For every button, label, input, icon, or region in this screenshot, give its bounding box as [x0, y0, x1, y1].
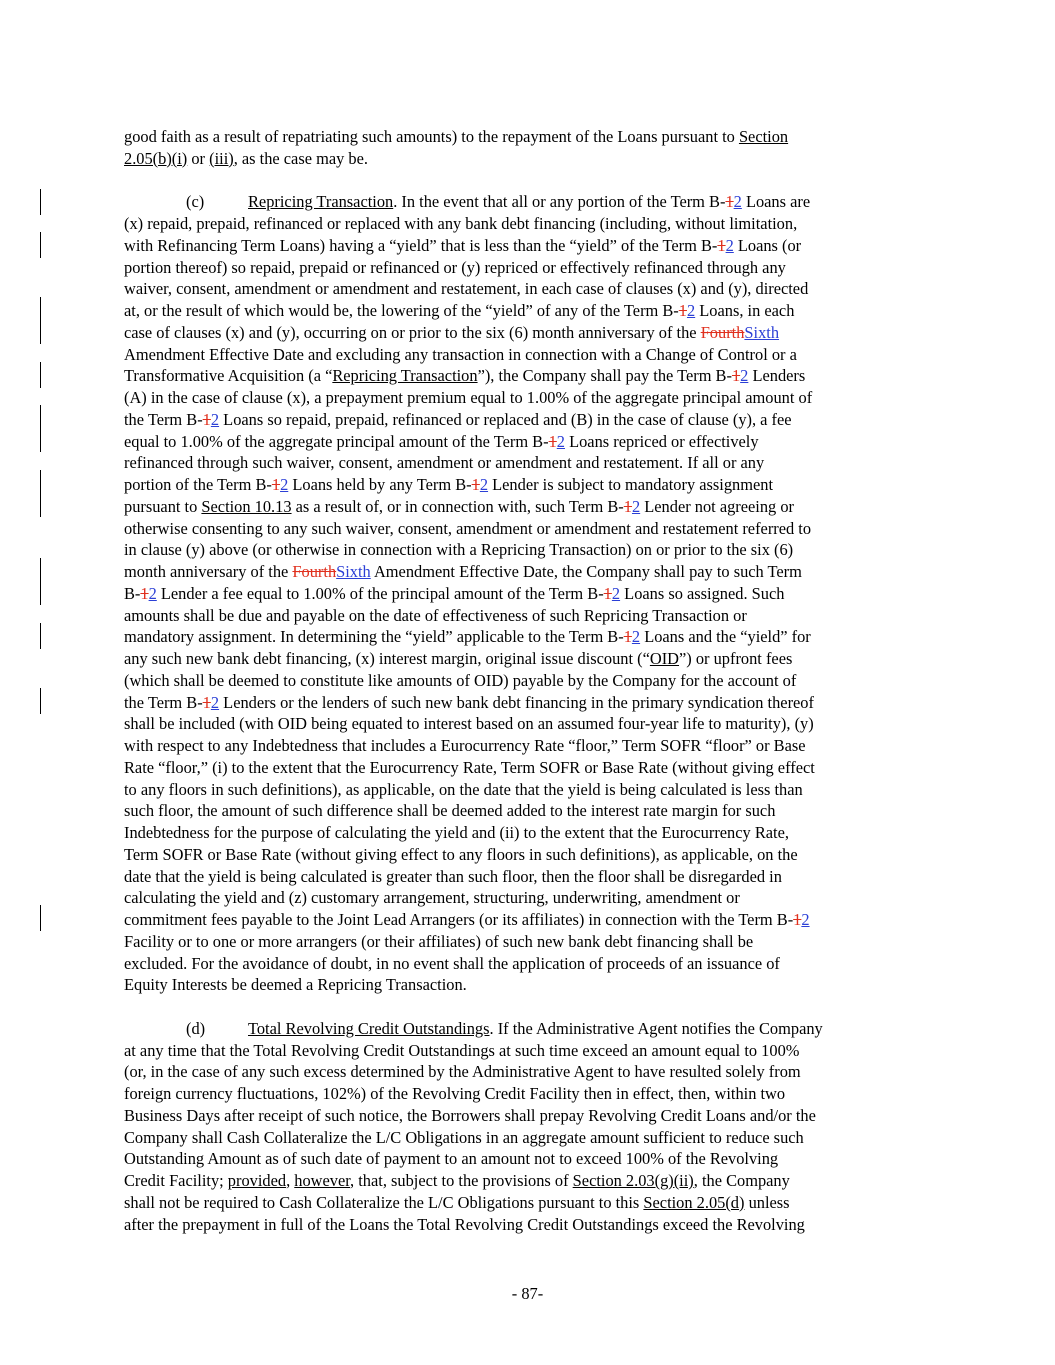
change-bar	[40, 688, 41, 714]
para-c-line: equal to 1.00% of the aggregate principal amount of the Term B-12 Loans repriced or effectively	[124, 431, 759, 451]
inserted-text: 2	[148, 583, 157, 603]
body-text	[124, 126, 932, 1235]
inserted-text: 2	[733, 192, 742, 212]
para-c-line: at, or the result of which would be, the lowering of the “yield” of any of the Term B-12 Loans, in each	[124, 301, 795, 320]
inserted-text: 2	[801, 910, 810, 929]
para-d-line: Credit Facility; provided, however, that, subject to the provisions of Section 2.03(g)(ii), the Company	[124, 1171, 790, 1190]
para-c-line: Facility or to one or more arrangers (or their affiliates) of such new bank debt financing shall be	[124, 931, 754, 951]
para-c-line: excluded. For the avoidance of doubt, in no event shall the application of proceeds of an issuance of	[124, 953, 780, 973]
para-c-line: case of clauses (x) and (y), occurring on or prior to the six (6) month anniversary of the FourthSixth	[124, 322, 780, 342]
deleted-text: 1	[202, 409, 211, 429]
provided-term: provided	[227, 1171, 287, 1190]
deleted-text: 1	[202, 692, 211, 712]
inserted-text: 2	[479, 475, 489, 494]
para-c-line: Indebtedness for the purpose of calculating the yield and (ii) to the extent that the Eurocurrency Rate,	[124, 823, 789, 842]
defined-term: Repricing Transaction	[332, 366, 478, 386]
para-c-line: the Term B-12 Lenders or the lenders of such new bank debt financing in the primary syndication thereof	[124, 692, 814, 712]
para-c-line: commitment fees payable to the Joint Lead Arrangers (or its affiliates) in connection with the Term B-12	[124, 910, 810, 929]
inserted-text: 2	[210, 692, 220, 712]
inserted-text: 2	[210, 409, 220, 429]
para-c-line: portion thereof) so repaid, prepaid or refinanced or (y) repriced or effectively refinanced through any	[124, 257, 786, 277]
section-reference: Section 2.05(d)	[643, 1192, 745, 1212]
para-d-line: at any time that the Total Revolving Credit Outstandings at such time exceed an amount equal to 100%	[124, 1040, 800, 1060]
deleted-text: Fourth	[700, 322, 745, 342]
para-c-line: any such new bank debt financing, (x) interest margin, original issue discount (“OID”) or upfront fees	[124, 649, 793, 668]
change-bar	[40, 558, 41, 605]
inserted-text: Sixth	[744, 322, 780, 342]
para-d-label: (d)	[186, 1018, 206, 1038]
page-number: - 87-	[511, 1284, 544, 1303]
section-reference: 2.05(b)(i)	[124, 148, 188, 168]
inserted-text: Sixth	[336, 562, 371, 581]
change-bar	[40, 362, 41, 388]
inserted-text: 2	[611, 583, 621, 603]
change-bar	[40, 189, 41, 215]
change-bar	[40, 623, 41, 649]
deleted-text: 1	[548, 431, 557, 451]
deleted-text: 1	[623, 496, 632, 516]
para-c-line: mandatory assignment. In determining the “yield” applicable to the Term B-12 Loans and the “yield” for	[124, 627, 811, 647]
para-c-line: to any floors in such definitions), as applicable, on the date that the yield is being calculated is less than	[124, 779, 803, 799]
inserted-text: 2	[686, 301, 696, 320]
change-bar	[40, 905, 41, 931]
inserted-text: 2	[631, 496, 641, 516]
para-d-line: foreign currency fluctuations, 102%) of the Revolving Credit Facility then in effect, then, within two	[124, 1084, 786, 1103]
section-reference: (iii)	[209, 148, 234, 168]
para-d-line: after the prepayment in full of the Loans the Total Revolving Credit Outstandings exceed the Revolving	[124, 1214, 805, 1234]
para-c-line: waiver, consent, amendment or amendment and restatement, in each case of clauses (x) and (y), directed	[124, 279, 809, 299]
para-c-heading: Repricing Transaction	[248, 192, 394, 212]
para-c-line: refinanced through such waiver, consent, amendment or amendment and restatement. If all or any	[124, 453, 765, 473]
deleted-text: 1	[731, 366, 741, 386]
deleted-text: 1	[471, 475, 480, 494]
inserted-text: 2	[556, 431, 565, 451]
para-c-line: Rate “floor,” (i) to the extent that the Eurocurrency Rate, Term SOFR or Base Rate (without giving effect	[124, 757, 815, 777]
para-c-line: (x) repaid, prepaid, refinanced or replaced with any bank debt financing (including, without limitation,	[124, 214, 798, 233]
however-term: however	[294, 1171, 351, 1190]
text-line: good faith as a result of repatriating such amounts) to the repayment of the Loans pursuant to Section	[124, 127, 789, 146]
change-bar	[40, 405, 41, 452]
para-c-line: portion of the Term B-12 Loans held by any Term B-12 Lender is subject to mandatory assignment	[124, 475, 773, 494]
inserted-text: 2	[725, 235, 734, 255]
para-c-line: (c) Repricing Transaction. In the event that all or any portion of the Term B-12 Loans are	[186, 192, 811, 212]
deleted-text: 1	[725, 192, 734, 212]
para-d-line: (or, in the case of any such excess determined by the Administrative Agent to have resulted solely from	[124, 1062, 801, 1082]
para-c-line: shall be included (with OID being equated to interest based on an assumed four-year life to maturity), (y)	[124, 714, 814, 734]
para-c-line: Transformative Acquisition (a “Repricing Transaction”), the Company shall pay the Term B-12 Lenders	[124, 366, 806, 386]
change-bar	[40, 470, 41, 517]
para-d-heading: Total Revolving Credit Outstandings	[248, 1018, 490, 1038]
para-c-line: Amendment Effective Date and excluding any transaction in connection with a Change of Control or a	[124, 344, 797, 364]
para-c-line: B-12 Lender a fee equal to 1.00% of the principal amount of the Term B-12 Loans so assigned. Such	[124, 583, 785, 603]
defined-term: OID	[649, 649, 680, 668]
deleted-text: 1	[603, 583, 612, 603]
para-c-line: Equity Interests be deemed a Repricing Transaction.	[124, 975, 467, 995]
inserted-text: 2	[280, 475, 289, 494]
para-c-line: (which shall be deemed to constitute like amounts of OID) payable by the Company for the account of	[124, 670, 797, 690]
deleted-text: 1	[271, 475, 281, 494]
para-c-line: the Term B-12 Loans so repaid, prepaid, refinanced or replaced and (B) in the case of clause (y), a fee	[124, 409, 792, 429]
para-c-line: calculating the yield and (z) customary arrangement, structuring, underwriting, amendment or	[124, 888, 740, 908]
para-d-line: shall not be required to Cash Collateralize the L/C Obligations pursuant to this Section 2.05(d) unless	[124, 1192, 790, 1212]
para-c-line: pursuant to Section 10.13 as a result of, or in connection with, such Term B-12 Lender not agreeing or	[124, 496, 794, 516]
text-line: 2.05(b)(i) or (iii), as the case may be.	[124, 148, 368, 168]
section-reference: Section 2.03(g)(ii)	[572, 1171, 694, 1190]
deleted-text: 1	[678, 301, 687, 320]
inserted-text: 2	[740, 366, 749, 386]
para-c-line: otherwise consenting to any such waiver, consent, amendment or amendment and restatement referred to	[124, 518, 812, 538]
para-c-line: in clause (y) above (or otherwise in connection with a Repricing Transaction) on or prior to the six (6)	[124, 540, 794, 560]
deleted-text: 1	[623, 627, 632, 647]
section-reference: Section 10.13	[201, 496, 292, 516]
deleted-text: 1	[717, 235, 726, 255]
inserted-text: 2	[631, 627, 641, 647]
deleted-text: Fourth	[292, 562, 337, 581]
para-d-line: Business Days after receipt of such notice, the Borrowers shall prepay Revolving Credit Loans and/or the	[124, 1105, 816, 1125]
para-c-line: date that the yield is being calculated is greater than such floor, then the floor shall be disregarded in	[124, 866, 782, 886]
deleted-text: 1	[140, 583, 149, 603]
section-reference: Section	[738, 127, 789, 146]
deleted-text: 1	[793, 910, 802, 929]
para-c-line: Term SOFR or Base Rate (without giving effect to any floors in such definitions), as applicable, on the	[124, 844, 798, 864]
para-d-line: Company shall Cash Collateralize the L/C Obligations in an aggregate amount sufficient to reduce such	[124, 1127, 804, 1147]
para-d-line: (d) Total Revolving Credit Outstandings. If the Administrative Agent notifies the Company	[186, 1018, 823, 1038]
para-d-line: Outstanding Amount as of such date of payment to an amount not to exceed 100% of the Revolving	[124, 1149, 779, 1169]
para-c-line: such floor, the amount of such difference shall be deemed added to the interest rate margin for such	[124, 801, 776, 821]
para-c-line: month anniversary of the FourthSixth Amendment Effective Date, the Company shall pay to such Term	[124, 562, 802, 581]
para-c-label: (c)	[186, 192, 205, 212]
para-c-line: with respect to any Indebtedness that includes a Eurocurrency Rate “floor,” Term SOFR “floor” or Base	[124, 736, 806, 755]
change-bar	[40, 297, 41, 344]
para-c-line: (A) in the case of clause (x), a prepayment premium equal to 1.00% of the aggregate principal amount of	[124, 388, 813, 407]
change-bar	[40, 232, 41, 258]
para-c-line: with Refinancing Term Loans) having a “yield” that is less than the “yield” of the Term B-12 Loans (or	[124, 235, 802, 255]
para-c-line: amounts shall be due and payable on the date of effectiveness of such Repricing Transaction or	[124, 605, 747, 625]
